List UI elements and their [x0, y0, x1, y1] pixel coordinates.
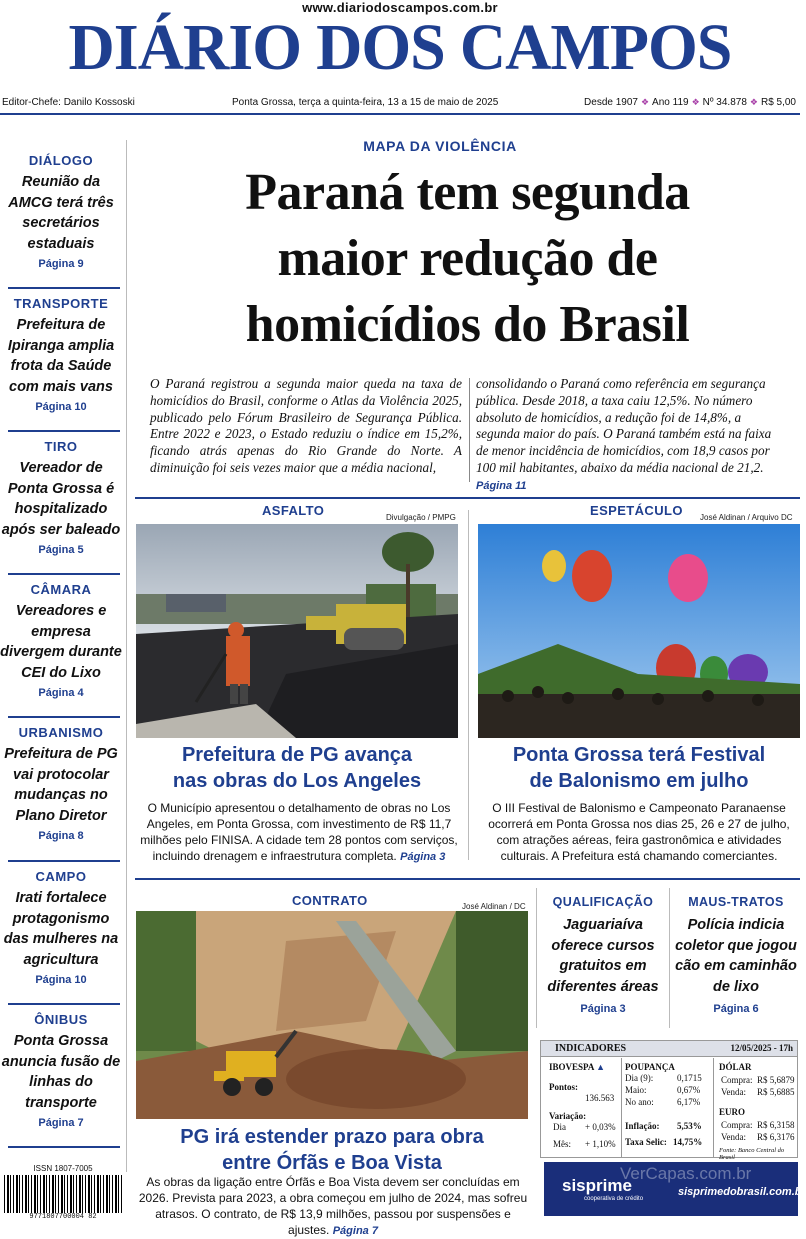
espetaculo-headline[interactable]: [478, 742, 800, 794]
divider: [621, 1058, 622, 1158]
watermark: VerCapas.com.br: [620, 1164, 752, 1183]
inflation-label: Inflação:: [625, 1121, 660, 1131]
points-value: 136.563: [585, 1093, 615, 1103]
dollar-sell-value: R$ 5,6885: [757, 1087, 795, 1097]
contrato-headline[interactable]: [136, 1124, 528, 1176]
road-paving-photo: [136, 524, 458, 738]
issue-number: Nº 34.878: [702, 97, 747, 108]
sidebar-story[interactable]: [0, 582, 122, 699]
poupanca-row-label: Maio:: [625, 1085, 647, 1095]
contrato-page-link[interactable]: Página 7: [332, 1225, 378, 1237]
lead-headline-line: homicídios do Brasil: [245, 296, 690, 353]
site-url[interactable]: www.diariodoscampos.com.br: [302, 0, 498, 15]
contrato-body: [138, 1174, 528, 1239]
asfalto-page-link[interactable]: Página 3: [400, 851, 446, 863]
poupanca-row-label: No ano:: [625, 1097, 654, 1107]
headline-line: entre Órfãs e Boa Vista: [222, 1152, 442, 1174]
header-rule: [0, 113, 800, 115]
small-headline: Polícia indicia coletor que jogou cão em caminhão de lixo: [675, 917, 797, 995]
masthead-title: DIÁRIO DOS CAMPOS: [68, 11, 732, 84]
sidebar-story[interactable]: [0, 439, 122, 556]
sidebar-headline: Prefeitura de Ipiranga amplia frota da Saúde com mais vans: [7, 317, 115, 395]
indicators-header: [541, 1041, 797, 1057]
headline-line: de Balonismo em julho: [529, 770, 749, 792]
lead-kicker: MAPA DA VIOLÊNCIA: [363, 138, 517, 154]
asfalto-body: [140, 800, 458, 865]
lead-page-link[interactable]: Página 11: [476, 479, 527, 492]
year-label: Ano 119: [652, 97, 689, 108]
ibovespa-label: [549, 1062, 605, 1072]
euro-sell-label: Venda:: [721, 1132, 746, 1142]
lead-headline[interactable]: [135, 160, 800, 358]
editor-line: Editor-Chefe: Danilo Kossoski: [2, 97, 135, 108]
sidebar-kicker: CAMPO: [35, 869, 87, 884]
small-kicker: QUALIFICAÇÃO: [552, 895, 654, 909]
ad-brand: sisprime: [562, 1176, 632, 1195]
sidebar-story[interactable]: [0, 153, 122, 270]
dollar-buy-label: Compra:: [721, 1075, 753, 1085]
indicators-title: INDICADORES: [555, 1043, 627, 1054]
poupanca-row-value: 0,1715: [677, 1073, 702, 1083]
diamond-icon: ❖: [749, 97, 758, 107]
ad-tagline: cooperativa de crédito: [584, 1196, 644, 1202]
sidebar-page: Página 5: [38, 544, 84, 556]
small-story[interactable]: [542, 895, 664, 1015]
headline-line: nas obras do Los Angeles: [172, 770, 422, 792]
poupanca-row-label: Dia (9):: [625, 1073, 654, 1083]
day-label: Dia: [553, 1122, 566, 1132]
dollar-sell-label: Venda:: [721, 1087, 746, 1097]
headline-line: Ponta Grossa terá Festival: [512, 744, 766, 766]
sisprime-ad[interactable]: [544, 1162, 806, 1216]
indicators-date: 12/05/2025 - 17h: [730, 1043, 793, 1053]
sidebar-headline: Prefeitura de PG vai protocolar mudanças no Plano Diretor: [4, 746, 118, 824]
headline-line: Prefeitura de PG avança: [181, 744, 413, 766]
month-label: Mês:: [553, 1139, 571, 1149]
lead-headline-line: maior redução de: [277, 230, 658, 287]
sidebar-headline: Irati fortalece protagonismo das mulheres na agricultura: [3, 890, 119, 968]
sidebar-story[interactable]: [0, 869, 122, 986]
lead-body-left: O Paraná registrou a segunda maior queda na taxa de homicídios do Brasil, conforme o Atlas da Violência 2025, publicado pelo Fórum Brasileiro de Segurança Pública. Entre 2022 e 2023, o Estado reduziu o índice em 15,2%, ficando atrás apenas do Rio Grande do Norte. A diminuição foi seis vezes maior que a média nacional,: [150, 376, 462, 475]
espetaculo-photo[interactable]: [478, 524, 800, 738]
asfalto-photo[interactable]: [136, 524, 458, 738]
euro-buy-label: Compra:: [721, 1120, 753, 1130]
euro-label: EURO: [719, 1107, 746, 1117]
sidebar-headline: Vereador de Ponta Grossa é hospitalizado após ser baleado: [1, 460, 121, 538]
sidebar-headline: Ponta Grossa anuncia fusão de linhas do transporte: [1, 1033, 121, 1111]
section-rule: [135, 878, 800, 880]
column-rule: [468, 510, 469, 860]
issn-label: ISSN 1807-7005: [33, 1164, 93, 1173]
barcode: [4, 1164, 122, 1222]
sidebar-kicker: CÂMARA: [30, 582, 92, 597]
lead-body-right-text: consolidando o Paraná como referência em segurança pública. Desde 2018, a taxa caiu 12,5%. No número absoluto de homicídios, a redução foi de 14,8%, a segunda maior do país. O Paraná também está na faixa de menor incidência de homicídios, com 18,9 casos por 100 mil habitantes, abaixo da média nacional de 21,2.: [476, 376, 772, 475]
sidebar-kicker: TRANSPORTE: [13, 296, 109, 311]
poupanca-row-value: 0,67%: [677, 1085, 701, 1095]
lead-body-right: [476, 376, 782, 495]
contrato-body-text: As obras da ligação entre Órfãs e Boa Vista devem ser concluídas em 2026. Prevista para 2023, a obra começou em julho de 2024, mas sofreu atrasos. O contrato, de R$ 13,9 milhões, passou por suspensões e ajustes.: [138, 1175, 528, 1237]
euro-sell-value: R$ 6,3176: [757, 1132, 795, 1142]
since-label: Desde 1907: [584, 97, 638, 108]
dollar-label: DÓLAR: [719, 1062, 752, 1072]
sidebar-kicker: URBANISMO: [18, 725, 104, 740]
variation-label: Variação:: [549, 1111, 587, 1121]
dateline: Ponta Grossa, terça a quinta-feira, 13 a 15 de maio de 2025: [232, 97, 499, 108]
sidebar-page: Página 9: [38, 258, 84, 270]
espetaculo-kicker: ESPETÁCULO: [590, 503, 683, 518]
selic-value: 14,75%: [673, 1137, 703, 1147]
divider: [8, 1003, 120, 1005]
euro-buy-value: R$ 6,3158: [757, 1120, 795, 1130]
lead-headline-line: Paraná tem segunda: [245, 164, 690, 221]
asfalto-headline[interactable]: [136, 742, 458, 794]
small-story[interactable]: [674, 895, 798, 1015]
column-rule: [669, 888, 670, 1028]
sidebar-page: Página 8: [38, 830, 84, 842]
inflation-value: 5,53%: [677, 1121, 702, 1131]
sidebar-story[interactable]: [0, 725, 122, 842]
construction-site-photo: [136, 911, 528, 1119]
indicators-box: [540, 1040, 798, 1161]
small-page: Página 3: [580, 1003, 626, 1015]
section-rule: [135, 497, 800, 499]
contrato-photo[interactable]: [136, 911, 528, 1119]
poupanca-row-value: 6,17%: [677, 1097, 701, 1107]
asfalto-kicker: ASFALTO: [262, 503, 325, 518]
sidebar-kicker: TIRO: [44, 439, 78, 454]
small-headline: Jaguariaíva oferece cursos gratuitos em diferentes áreas: [547, 917, 659, 995]
poupanca-label: POUPANÇA: [625, 1062, 675, 1072]
barcode-number: 9771807700004 82: [29, 1213, 97, 1221]
asfalto-body-text: O Município apresentou o detalhamento de obras no Los Angeles, em Ponta Grossa, com investimento de R$ 11,7 milhões pelo FINISA. A cidade tem 28 pontos com serviços, incluindo drenagem e infraestrutura completa.: [140, 801, 458, 863]
sidebar-divider: [126, 140, 127, 1172]
diamond-icon: ❖: [691, 97, 700, 107]
sidebar-page: Página 4: [38, 687, 84, 699]
divider: [8, 860, 120, 862]
indicators-source: Fonte: Banco Central do Brasil: [719, 1147, 785, 1161]
column-rule: [469, 378, 470, 482]
photo-credit: José Aldinan / Arquivo DC: [700, 513, 793, 522]
sidebar-kicker: DIÁLOGO: [28, 153, 94, 168]
divider: [8, 573, 120, 575]
sidebar-page: Página 10: [35, 401, 87, 413]
contrato-kicker: CONTRATO: [292, 893, 368, 908]
diamond-icon: ❖: [640, 97, 650, 107]
divider: [8, 1146, 120, 1148]
small-kicker: MAUS-TRATOS: [688, 895, 784, 909]
barcode-bars: [4, 1175, 122, 1213]
photo-credit: Divulgação / PMPG: [386, 513, 456, 522]
divider: [713, 1058, 714, 1158]
headline-line: PG irá estender prazo para obra: [180, 1126, 484, 1148]
sidebar-headline: Vereadores e empresa divergem durante CEI do Lixo: [0, 603, 122, 681]
dollar-buy-value: R$ 5,6879: [757, 1075, 795, 1085]
month-value: + 1,10%: [585, 1139, 616, 1149]
column-rule: [536, 888, 537, 1028]
points-label: Pontos:: [549, 1082, 578, 1092]
espetaculo-body: O III Festival de Balonismo e Campeonato Paranaense ocorrerá em Ponta Grossa nos dias 25, 26 e 27 de julho, com atrações aéreas, feira gastronômica e atividades culturais. A Prefeitura está chamando comerciantes.: [488, 801, 790, 863]
day-value: + 0,03%: [585, 1122, 616, 1132]
price-label: R$ 5,00: [760, 97, 796, 108]
sidebar-story[interactable]: [0, 296, 122, 413]
up-arrow-icon: ▲: [596, 1062, 606, 1072]
sidebar-page: Página 7: [38, 1117, 84, 1129]
divider: [8, 716, 120, 718]
selic-label: Taxa Selic:: [625, 1137, 667, 1147]
sidebar-page: Página 10: [35, 974, 87, 986]
balloon-festival-photo: [478, 524, 800, 738]
divider: [8, 287, 120, 289]
edition-info: [584, 97, 796, 108]
sidebar-kicker: ÔNIBUS: [34, 1012, 88, 1027]
sidebar-story[interactable]: [0, 1012, 122, 1129]
ad-url[interactable]: sisprimedobrasil.com.br: [678, 1186, 806, 1198]
sidebar-headline: Reunião da AMCG terá três secretários estaduais: [8, 174, 114, 252]
photo-credit: José Aldinan / DC: [462, 902, 526, 911]
divider: [8, 430, 120, 432]
ibovespa-text: IBOVESPA: [549, 1062, 594, 1072]
small-page: Página 6: [713, 1003, 759, 1015]
